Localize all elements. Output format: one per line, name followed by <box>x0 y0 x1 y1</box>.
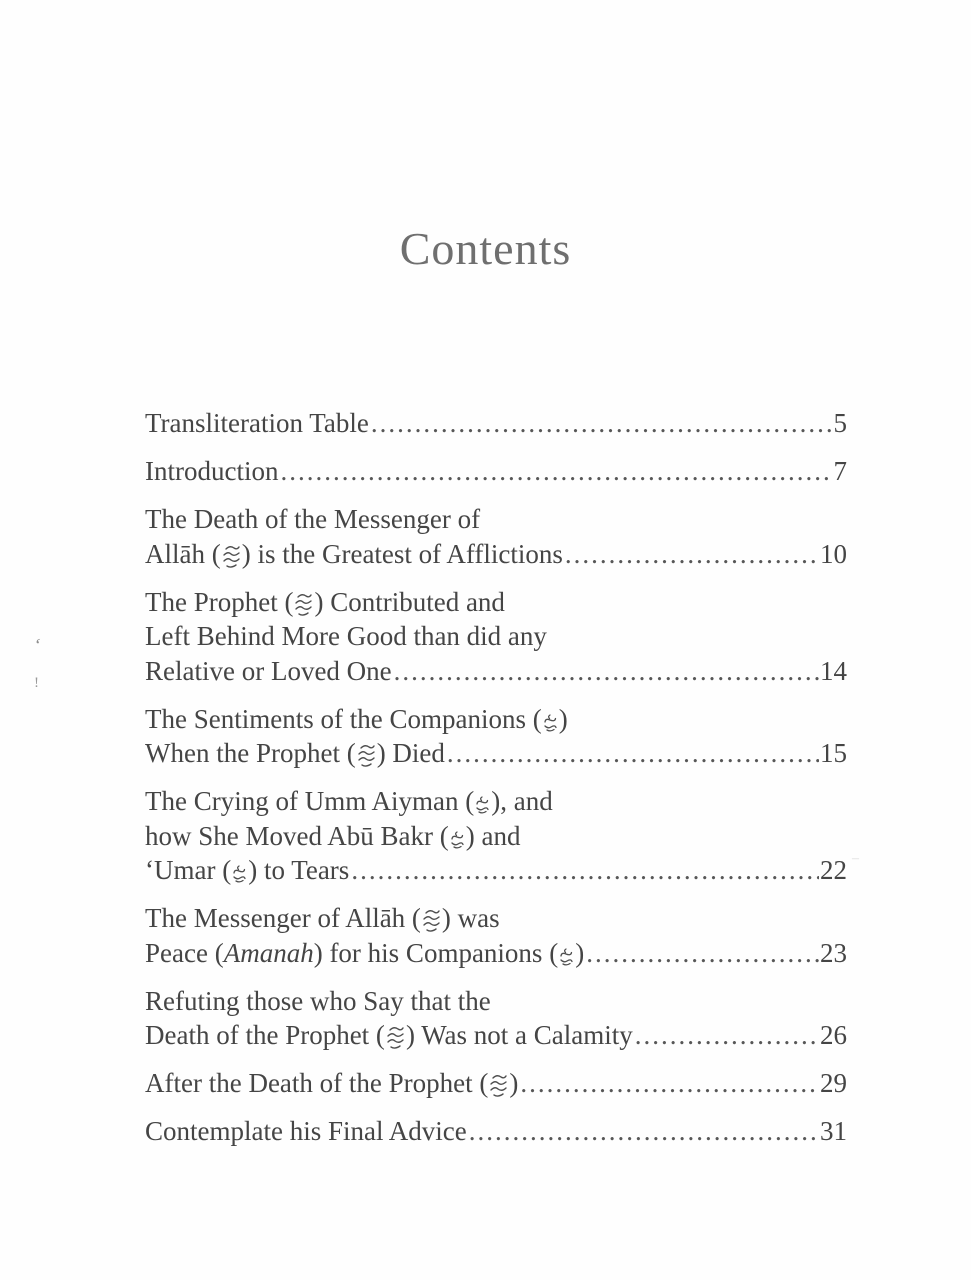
table-of-contents <box>145 406 847 1162</box>
page-number: 14 <box>820 655 847 686</box>
honorific-sallallahu-alayhi-wa-sallam-icon <box>293 591 314 617</box>
page-number: 15 <box>820 738 847 768</box>
page-number: 31 <box>820 1116 847 1146</box>
toc-entry-line <box>145 1018 847 1053</box>
toc-entry-text: The Messenger of Allāh ( ) was <box>145 903 500 933</box>
toc-entry-line <box>145 936 847 971</box>
toc-entry <box>145 1066 847 1101</box>
margin-speck: ‘ <box>31 634 43 657</box>
toc-entry-text: Refuting those who Say that the <box>145 985 491 1016</box>
toc-entry <box>145 784 847 888</box>
dot-leader <box>520 1066 819 1101</box>
honorific-radiyallahu-anhu-icon <box>474 794 491 814</box>
toc-entry-line <box>145 784 847 819</box>
toc-entry-text: Death of the Prophet ( ) Was not a Calamity <box>145 1020 633 1050</box>
toc-entry-line <box>145 406 847 441</box>
dot-leader <box>586 936 819 971</box>
margin-speck: ! <box>34 675 39 691</box>
toc-entry-line <box>145 619 847 654</box>
dot-leader <box>565 537 819 572</box>
toc-entry-text: The Death of the Messenger of <box>145 504 481 534</box>
toc-entry-text: Introduction <box>145 456 279 486</box>
page-number: 23 <box>820 937 847 968</box>
toc-entry-text: After the Death of the Prophet ( ) <box>145 1068 519 1098</box>
page-number: 29 <box>820 1068 847 1098</box>
toc-entry-line <box>145 1114 847 1149</box>
toc-entry <box>145 406 847 441</box>
toc-entry-text: The Sentiments of the Companions ( ) <box>145 703 568 734</box>
toc-entry-line <box>145 736 847 771</box>
toc-entry-line <box>145 819 847 854</box>
toc-entry-line <box>145 537 847 572</box>
toc-entry <box>145 984 847 1053</box>
toc-entry <box>145 454 847 489</box>
dot-leader <box>351 853 819 888</box>
toc-entry-line <box>145 901 847 936</box>
page-number: 5 <box>833 408 847 438</box>
honorific-sallallahu-alayhi-wa-sallam-icon <box>421 907 442 933</box>
honorific-sallallahu-alayhi-wa-sallam-icon <box>488 1072 509 1098</box>
toc-entry-line <box>145 702 847 737</box>
dot-leader <box>469 1114 819 1149</box>
toc-entry-text: Left Behind More Good than did any <box>145 621 547 651</box>
toc-entry-text: Peace (Amanah) for his Companions ( ) <box>145 937 585 968</box>
toc-entry <box>145 502 847 571</box>
margin-speck: – <box>852 851 859 866</box>
honorific-sallallahu-alayhi-wa-sallam-icon <box>356 742 377 768</box>
toc-entry-text: how She Moved Abū Bakr ( ) and <box>145 820 521 851</box>
dot-leader <box>447 736 819 771</box>
toc-entry-line <box>145 984 847 1019</box>
toc-entry-text: Allāh ( ) is the Greatest of Afflictions <box>145 538 563 569</box>
page-number: 7 <box>833 456 847 486</box>
toc-entry-text: Relative or Loved One <box>145 655 392 686</box>
contents-title: Contents <box>399 223 572 274</box>
honorific-radiyallahu-anhu-icon <box>542 712 559 732</box>
page-number: 26 <box>820 1020 847 1050</box>
toc-entry-line <box>145 654 847 689</box>
honorific-sallallahu-alayhi-wa-sallam-icon <box>385 1024 406 1050</box>
toc-entry-text: The Crying of Umm Aiyman ( ), and <box>145 786 553 816</box>
dot-leader <box>371 406 833 441</box>
toc-entry-line <box>145 1066 847 1101</box>
toc-entry-text: When the Prophet ( ) Died <box>145 738 445 768</box>
page-number: 22 <box>820 855 847 885</box>
page-number: 10 <box>820 538 847 569</box>
toc-entry-line <box>145 585 847 620</box>
toc-entry-text: ‘Umar ( ) to Tears <box>145 855 350 885</box>
honorific-radiyallahu-anhu-icon <box>449 829 466 849</box>
toc-entry-line <box>145 454 847 489</box>
honorific-radiyallahu-anhu-icon <box>231 863 248 883</box>
toc-entry-text: The Prophet ( ) Contributed and <box>145 586 505 617</box>
toc-entry-line <box>145 853 847 888</box>
dot-leader <box>280 454 832 489</box>
italic-term: Amanah <box>223 937 314 968</box>
toc-entry-line <box>145 502 847 537</box>
honorific-sallallahu-alayhi-wa-sallam-icon <box>221 543 242 569</box>
dot-leader <box>635 1018 819 1053</box>
toc-entry <box>145 702 847 771</box>
toc-entry-text: Contemplate his Final Advice <box>145 1116 467 1146</box>
toc-entry <box>145 901 847 970</box>
toc-entry-text: Transliteration Table <box>145 408 369 438</box>
honorific-radiyallahu-anhu-icon <box>558 946 575 966</box>
dot-leader <box>394 654 819 689</box>
toc-entry <box>145 1114 847 1149</box>
toc-entry <box>145 585 847 689</box>
